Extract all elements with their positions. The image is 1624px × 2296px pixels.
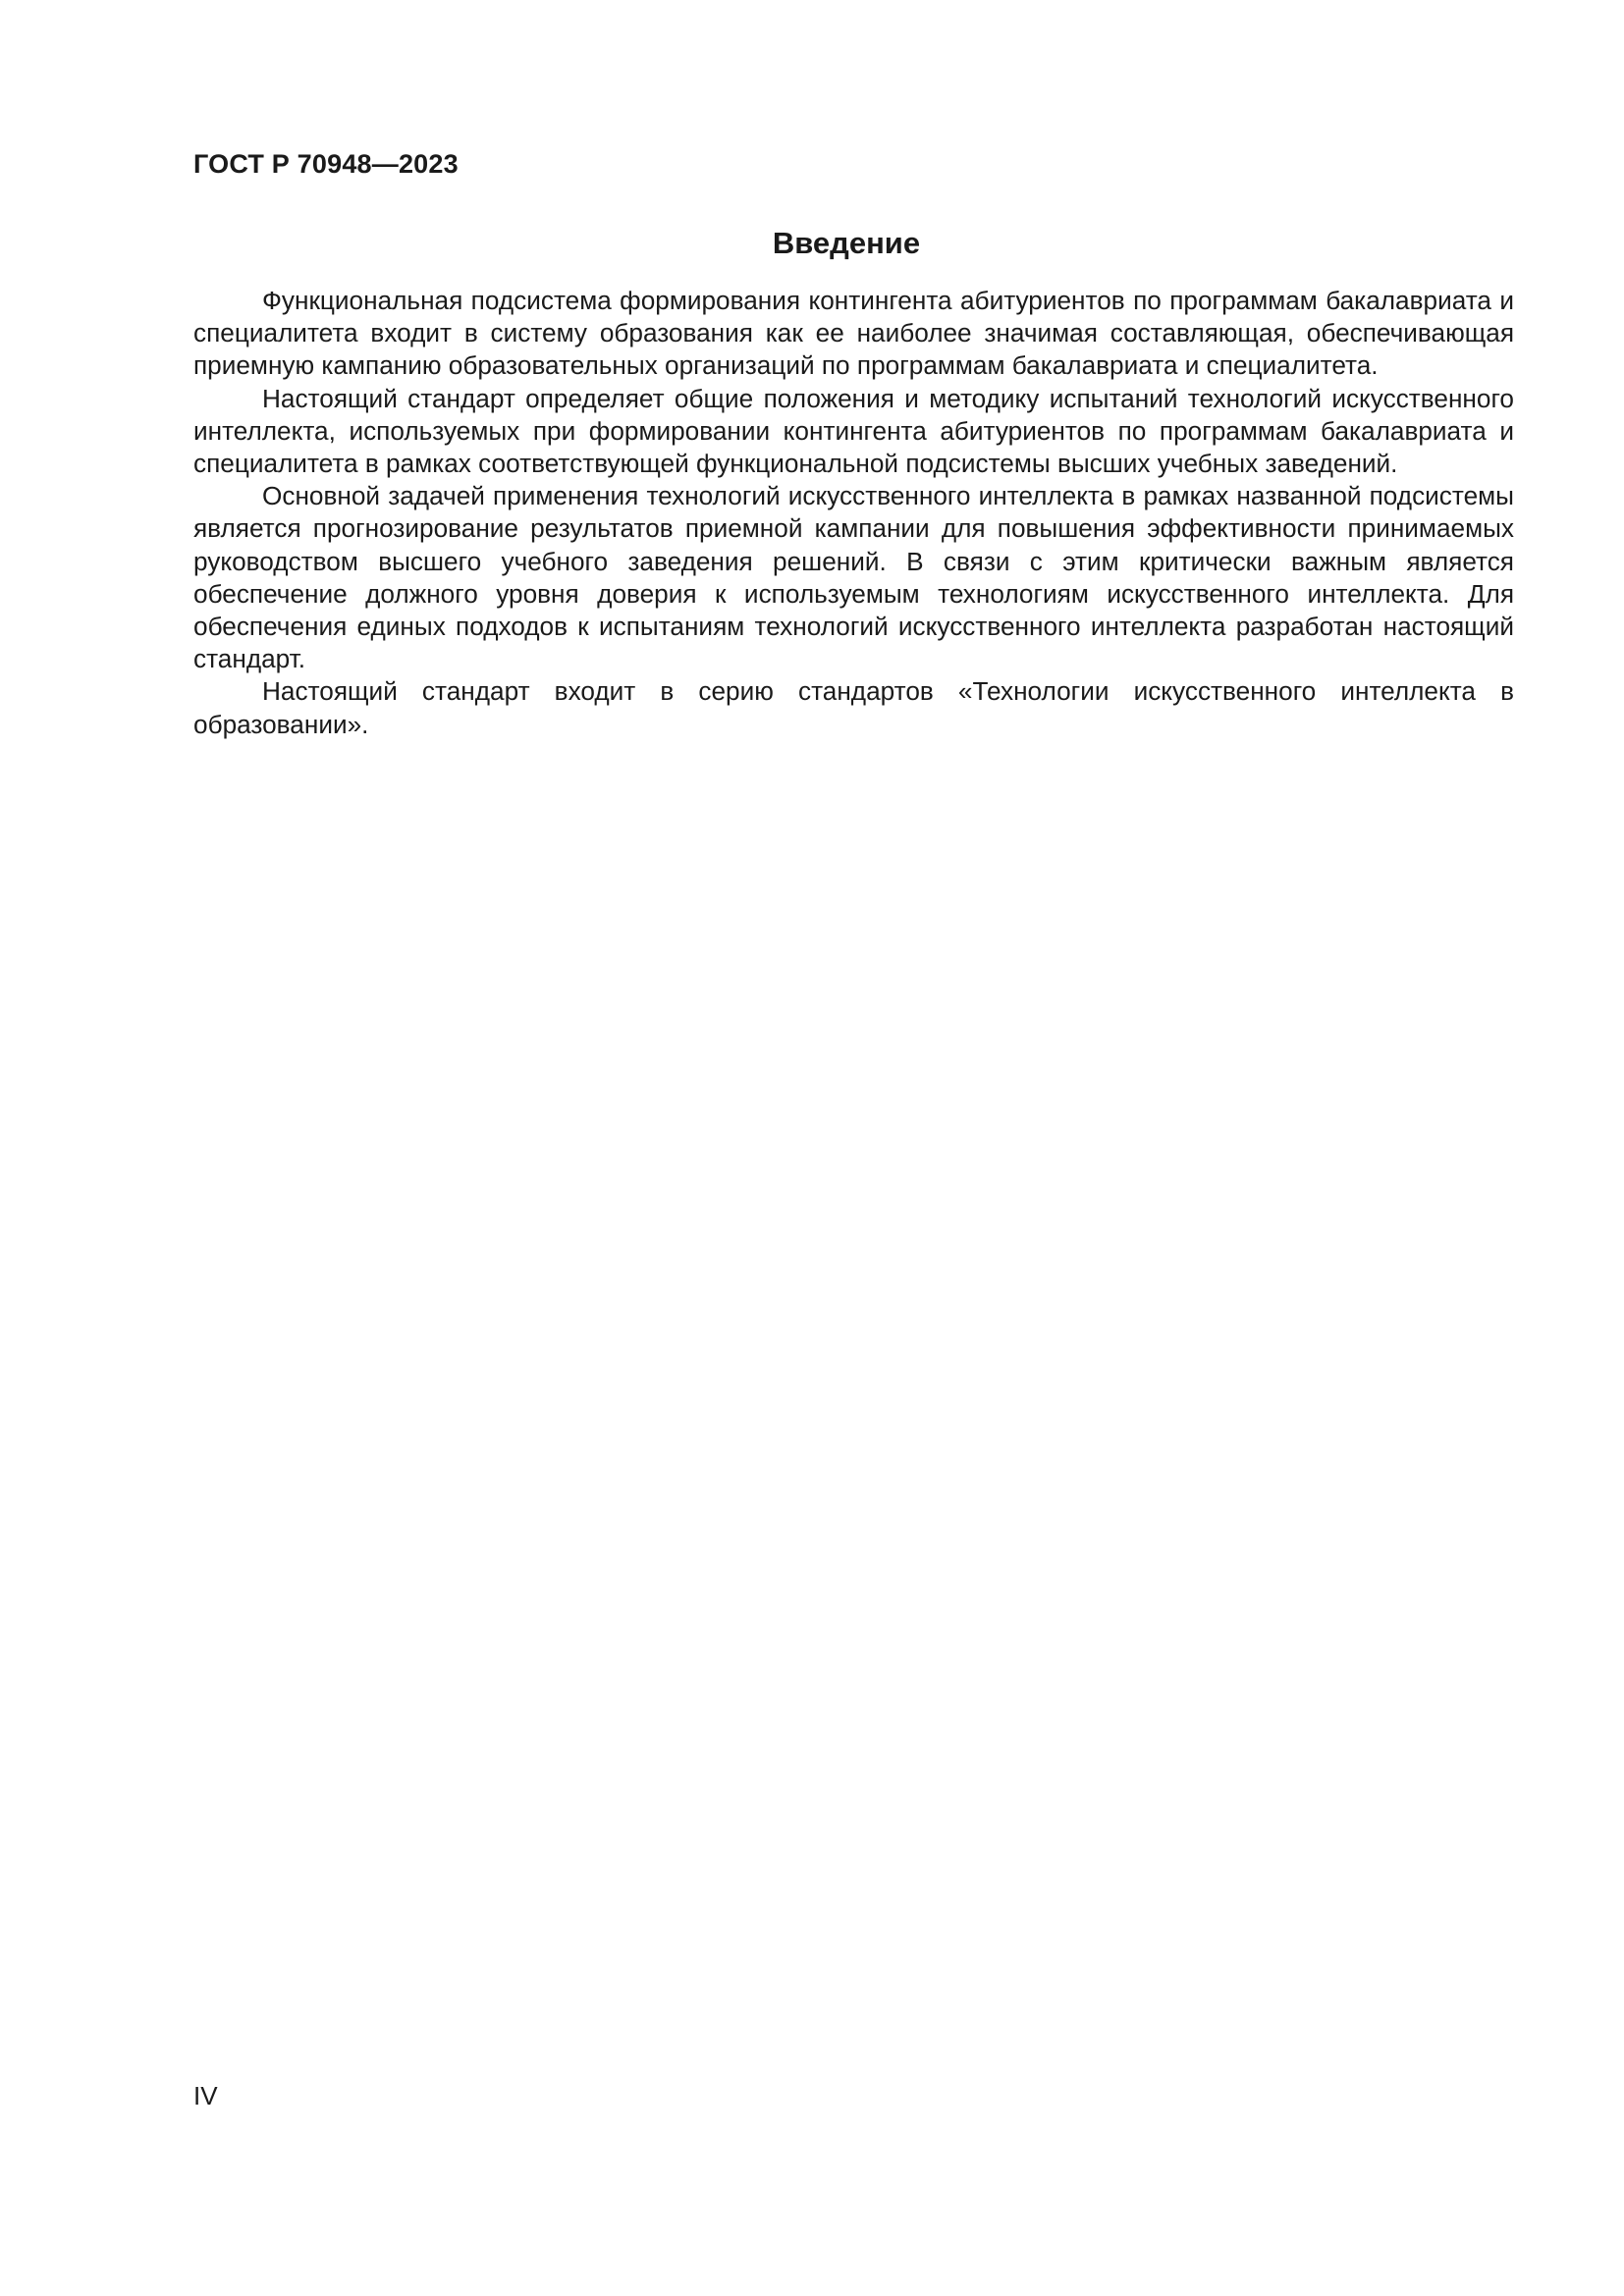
introduction-body (193, 285, 1514, 741)
document-code: ГОСТ Р 70948—2023 (193, 149, 459, 179)
paragraph-3: Основной задачей применения технологий искусственного интеллекта в рамках названной подсистемы является прогнозирование результатов приемной кампании для повышения эффективности принимаемых руководством высшего учебного заведения решений. В связи с этим критически важным является обеспечение должного уровня доверия к используемым технологиям искусственного интеллекта. Для обеспечения единых подходов к испытаниям технологий искусственного интеллекта разработан настоящий стандарт. (193, 481, 1514, 674)
paragraph-4: Настоящий стандарт входит в серию стандартов «Технологии искусственного интеллекта в образовании». (193, 676, 1514, 739)
section-title: Введение (772, 226, 921, 260)
paragraph-1: Функциональная подсистема формирования контингента абитуриентов по программам бакалавриата и специалитета входит в систему образования как ее наиболее значимая составляющая, обеспечивающая приемную кампанию образовательных организаций по программам бакалавриата и специалитета. (193, 286, 1514, 381)
page-number: IV (193, 2081, 218, 2110)
paragraph-2: Настоящий стандарт определяет общие положения и методику испытаний технологий искусственного интеллекта, используемых при формировании контингента абитуриентов по программам бакалавриата и специалитета в рамках соответствующей функциональной подсистемы высших учебных заведений. (193, 383, 1514, 479)
